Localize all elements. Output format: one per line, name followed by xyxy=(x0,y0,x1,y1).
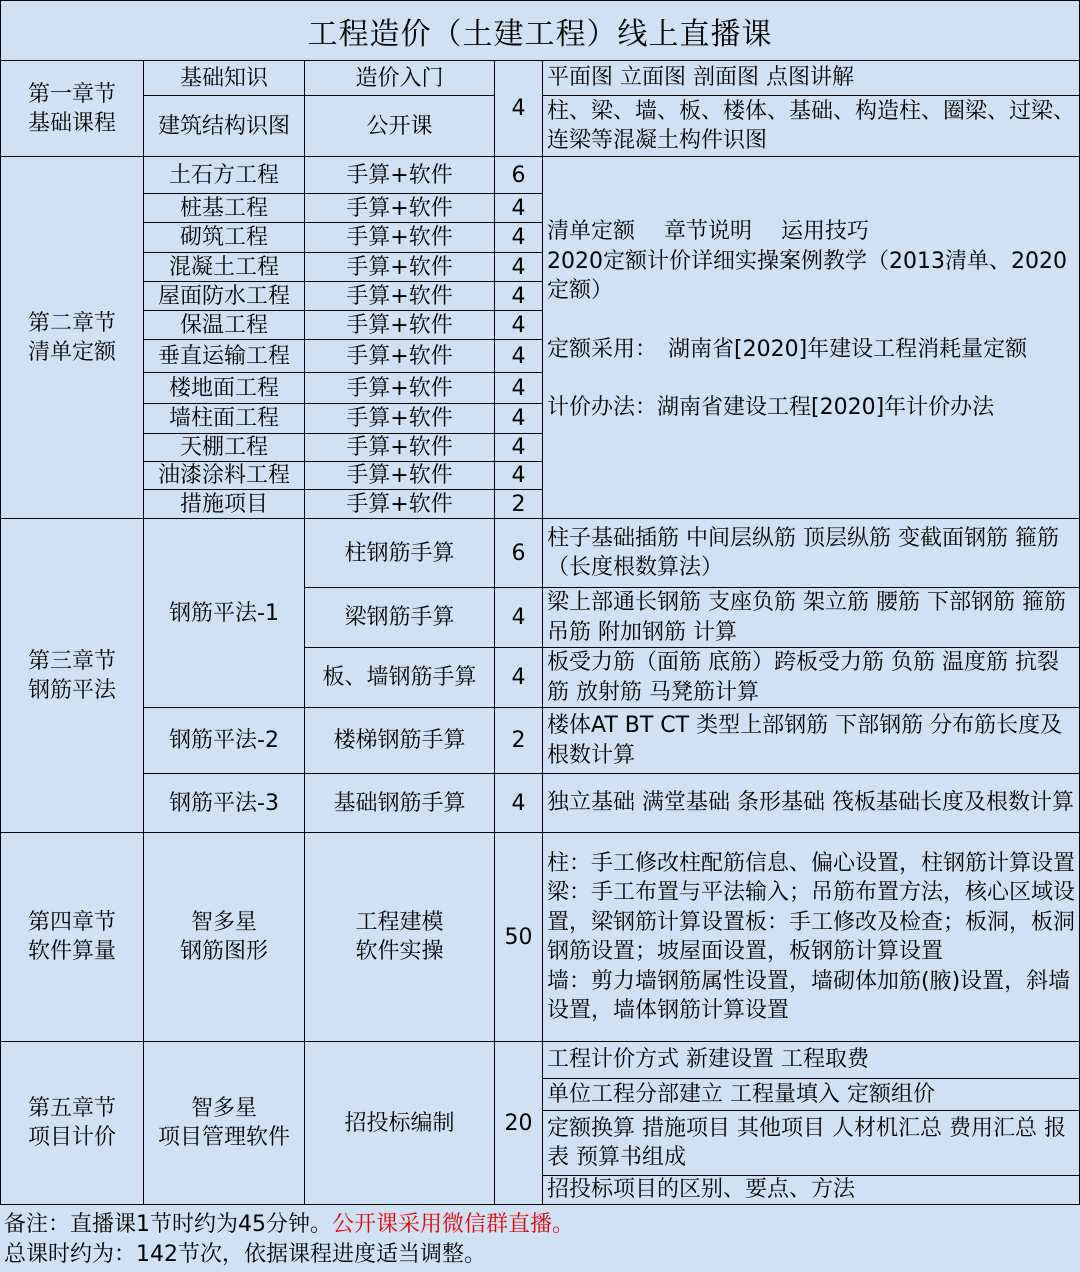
ch2-hours: 4 xyxy=(494,339,542,372)
ch2-topic: 保温工程 xyxy=(143,310,304,339)
ch5-topic-line: 项目管理软件 xyxy=(157,1125,290,1150)
ch4-type-line: 软件实操 xyxy=(355,939,444,964)
chapter-name-line: 第五章节 xyxy=(27,1096,116,1121)
ch3-type-1: 柱钢筋手算 xyxy=(304,518,494,587)
ch3-hours-3: 4 xyxy=(494,647,542,707)
ch5-desc-1: 工程计价方式 新建设置 工程取费 xyxy=(542,1041,1080,1078)
ch1-hours: 4 xyxy=(494,60,542,156)
ch4-topic-line: 钢筋图形 xyxy=(179,939,268,964)
ch5-hours: 20 xyxy=(494,1041,542,1204)
note-highlight: 公开课采用微信群直播。 xyxy=(332,1212,575,1237)
ch2-desc-line: 清单定额 章节说明 运用技巧 xyxy=(547,219,869,244)
ch2-hours: 4 xyxy=(494,252,542,281)
ch5-type: 招投标编制 xyxy=(304,1041,494,1204)
ch1-type-1: 造价入门 xyxy=(304,60,494,95)
ch3-type-5: 基础钢筋手算 xyxy=(304,773,494,832)
ch2-type: 手算+软件 xyxy=(304,222,494,252)
chapter5-name xyxy=(0,1041,143,1204)
ch1-desc-2: 柱、梁、墙、板、楼体、基础、构造柱、圈梁、过梁、连梁等混凝土构件识图 xyxy=(542,95,1080,156)
ch2-topic: 措施项目 xyxy=(143,489,304,518)
ch4-desc: 柱：手工修改柱配筋信息、偏心设置，柱钢筋计算设置 梁：手工布置与平法输入；吊筋布置方法，核心区域设置，梁钢筋计算设置板：手工修改及检查；板洞，板洞钢筋设置；坡屋面设置，板钢筋计算设置 墙：剪力墙钢筋属性设置，墙砌体加筋(腋)设置，斜墙设置，墙体钢筋计算设置 xyxy=(542,832,1080,1041)
chapter4-name xyxy=(0,832,143,1041)
ch2-type: 手算+软件 xyxy=(304,156,494,193)
ch2-desc-line: 定额采用： 湖南省[2020]年建设工程消耗量定额 xyxy=(547,336,1028,362)
ch3-desc-3: 板受力筋（面筋 底筋）跨板受力筋 负筋 温度筋 抗裂筋 放射筋 马凳筋计算 xyxy=(542,647,1080,707)
chapter-name-line: 第一章节 xyxy=(27,81,116,107)
ch2-type: 手算+软件 xyxy=(304,461,494,489)
ch3-desc-5: 独立基础 满堂基础 条形基础 筏板基础长度及根数计算 xyxy=(542,773,1080,832)
ch3-hours-2: 4 xyxy=(494,587,542,647)
note-text: 备注：直播课1节时约为45分钟。 xyxy=(4,1212,332,1237)
ch2-hours: 4 xyxy=(494,281,542,310)
ch4-type-line: 工程建模 xyxy=(355,910,444,935)
ch3-desc-4: 楼体AT BT CT 类型上部钢筋 下部钢筋 分布筋长度及根数计算 xyxy=(542,707,1080,773)
ch1-desc-1: 平面图 立面图 剖面图 点图讲解 xyxy=(542,60,1080,95)
ch2-type: 手算+软件 xyxy=(304,372,494,403)
note-line-1 xyxy=(0,1210,1080,1239)
ch4-topic-line: 智多星 xyxy=(190,910,257,935)
chapter-name-line: 钢筋平法 xyxy=(27,677,116,703)
note-line-2: 总课时约为：142节次，依据课程进度适当调整。 xyxy=(4,1242,486,1267)
ch2-type: 手算+软件 xyxy=(304,310,494,339)
ch3-desc-2: 梁上部通长钢筋 支座负筋 架立筋 腰筋 下部钢筋 箍筋吊筋 附加钢筋 计算 xyxy=(542,587,1080,647)
ch3-desc-1: 柱子基础插筋 中间层纵筋 顶层纵筋 变截面钢筋 箍筋（长度根数算法） xyxy=(542,518,1080,587)
chapter-name-line: 项目计价 xyxy=(27,1125,116,1150)
ch2-type: 手算+软件 xyxy=(304,433,494,461)
ch5-desc-2: 单位工程分部建立 工程量填入 定额组价 xyxy=(542,1078,1080,1110)
ch4-hours: 50 xyxy=(494,832,542,1041)
ch2-hours: 4 xyxy=(494,433,542,461)
ch2-desc-line: 2020定额计价详细实操案例教学（2013清单、2020定额） xyxy=(547,248,1067,303)
ch1-topic-1: 基础知识 xyxy=(143,60,304,95)
ch3-group-2: 钢筋平法-2 xyxy=(143,707,304,773)
ch2-topic: 砌筑工程 xyxy=(143,222,304,252)
ch2-type: 手算+软件 xyxy=(304,281,494,310)
ch2-hours: 4 xyxy=(494,403,542,433)
ch3-hours-5: 4 xyxy=(494,773,542,832)
ch2-topic: 土石方工程 xyxy=(143,156,304,193)
ch2-type: 手算+软件 xyxy=(304,252,494,281)
chapter-name-line: 软件算量 xyxy=(27,939,116,964)
ch2-topic: 混凝土工程 xyxy=(143,252,304,281)
ch5-desc-3: 定额换算 措施项目 其他项目 人材机汇总 费用汇总 报表 预算书组成 xyxy=(542,1110,1080,1175)
ch2-topic: 楼地面工程 xyxy=(143,372,304,403)
table-bottom-border xyxy=(0,1204,1080,1205)
chapter-name-line: 清单定额 xyxy=(27,339,116,365)
chapter-name-line: 第三章节 xyxy=(27,648,116,674)
page-title: 工程造价（土建工程）线上直播课 xyxy=(0,0,1080,61)
ch3-type-2: 梁钢筋手算 xyxy=(304,587,494,647)
ch1-topic-2: 建筑结构识图 xyxy=(143,95,304,156)
ch2-desc-line: 计价办法：湖南省建设工程[2020]年计价办法 xyxy=(547,395,995,420)
ch2-hours: 6 xyxy=(494,156,542,193)
ch2-type: 手算+软件 xyxy=(304,193,494,222)
ch2-topic: 桩基工程 xyxy=(143,193,304,222)
ch5-desc-4: 招投标项目的区别、要点、方法 xyxy=(542,1175,1080,1204)
chapter-name-line: 第四章节 xyxy=(27,910,116,935)
ch2-hours: 4 xyxy=(494,310,542,339)
ch2-type: 手算+软件 xyxy=(304,403,494,433)
ch3-type-3: 板、墙钢筋手算 xyxy=(304,647,494,707)
ch5-topic xyxy=(143,1041,304,1204)
ch3-hours-4: 2 xyxy=(494,707,542,773)
ch3-group-3: 钢筋平法-3 xyxy=(143,773,304,832)
chapter3-name xyxy=(0,518,143,832)
ch3-hours-1: 6 xyxy=(494,518,542,587)
ch2-type: 手算+软件 xyxy=(304,339,494,372)
ch4-topic xyxy=(143,832,304,1041)
ch4-type xyxy=(304,832,494,1041)
chapter1-name xyxy=(0,60,143,156)
ch2-hours: 2 xyxy=(494,489,542,518)
chapter-name-line: 基础课程 xyxy=(27,110,116,136)
ch2-type: 手算+软件 xyxy=(304,489,494,518)
ch3-group-1: 钢筋平法-1 xyxy=(143,518,304,707)
ch2-hours: 4 xyxy=(494,222,542,252)
ch2-topic: 屋面防水工程 xyxy=(143,281,304,310)
chapter-name-line: 第二章节 xyxy=(27,310,116,336)
ch3-type-4: 楼梯钢筋手算 xyxy=(304,707,494,773)
ch1-type-2: 公开课 xyxy=(304,95,494,156)
ch2-topic: 天棚工程 xyxy=(143,433,304,461)
ch2-hours: 4 xyxy=(494,461,542,489)
ch2-hours: 4 xyxy=(494,193,542,222)
ch5-topic-line: 智多星 xyxy=(190,1096,257,1121)
ch2-desc xyxy=(542,156,1080,518)
ch2-topic: 墙柱面工程 xyxy=(143,403,304,433)
chapter2-name xyxy=(0,156,143,518)
ch2-topic: 油漆涂料工程 xyxy=(143,461,304,489)
ch2-hours: 4 xyxy=(494,372,542,403)
ch2-topic: 垂直运输工程 xyxy=(143,339,304,372)
